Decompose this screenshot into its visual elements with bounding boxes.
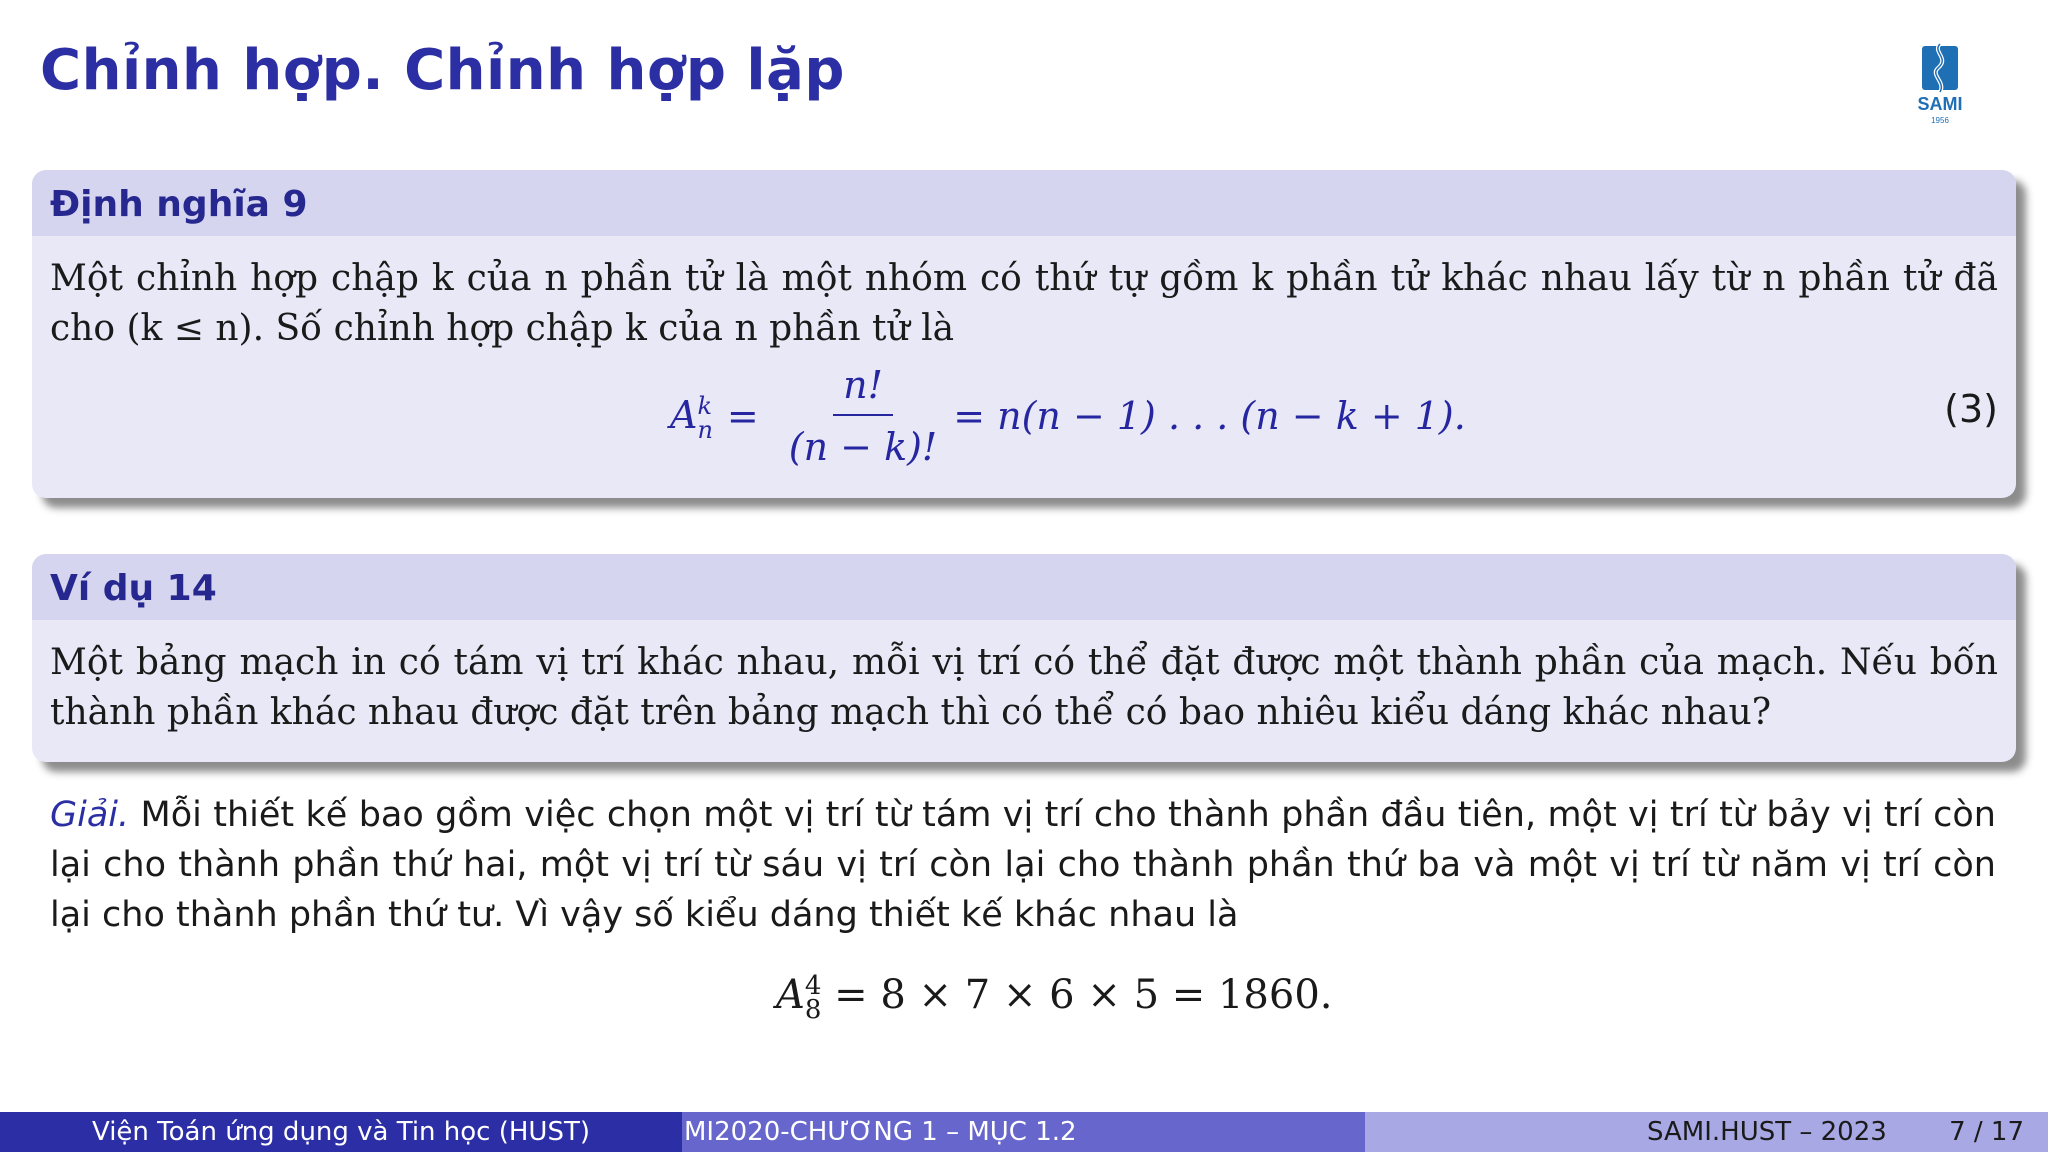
answer-rhs: = 8 × 7 × 6 × 5 = 1860. [834, 972, 1333, 1018]
definition-text: Một chỉnh hợp chập k của n phần tử là một nhóm có thứ tự gồm k phần tử khác nhau lấy từ n phần tử đã cho (k ≤ n). Số chỉnh hợp chập k của n phần tử là [50, 258, 1998, 349]
logo-emblem-icon [1910, 42, 1970, 94]
equation-number: (3) [1944, 387, 1998, 431]
logo-text: SAMI [1917, 94, 1963, 114]
solution-answer: A 4 8 = 8 × 7 × 6 × 5 = 1860. [776, 971, 1333, 1025]
footer-course: MI2020-CHƯƠNG 1 – MỤC 1.2 [682, 1112, 1365, 1152]
formula-denominator: (n − k)! [788, 425, 938, 469]
formula-numerator: n! [833, 360, 893, 416]
footer-org: SAMI.HUST – 2023 [1647, 1117, 1887, 1147]
definition-header: Định nghĩa 9 [32, 170, 2016, 236]
example-header: Ví dụ 14 [32, 554, 2016, 620]
formula-sub: n [697, 416, 713, 445]
example-text: Một bảng mạch in có tám vị trí khác nhau, mỗi vị trí có thể đặt được một thành phần của mạch. Nếu bốn thành phần khác nhau được đặt trên bảng mạch thì có thể có bao nhiêu kiểu dáng khác nhau? [50, 642, 1998, 733]
solution-text: Mỗi thiết kế bao gồm việc chọn một vị trí từ tám vị trí cho thành phần đầu tiên, một vị trí từ bảy vị trí còn lại cho thành phần thứ hai, một vị trí từ sáu vị trí còn lại cho thành phần thứ ba và một vị trí từ năm vị trí còn lại cho thành phần thứ tư. Vì vậy số kiểu dáng thiết kế khác nhau là [50, 795, 1996, 935]
footer-page: 7 / 17 [1949, 1117, 2024, 1147]
footer-right [1365, 1112, 2048, 1152]
definition-formula: A k n = $\frac{n!}{(n - k)!}$ = n(n − 1) . . . (n − k + 1). (3) [50, 354, 1998, 474]
footer-institute: Viện Toán ứng dụng và Tin học (HUST) [0, 1112, 682, 1152]
formula-sup: k [697, 392, 712, 421]
formula-lhs: A k n [670, 392, 713, 445]
solution-label: Giải. [50, 795, 130, 835]
definition-block [32, 170, 2016, 498]
solution-paragraph [50, 790, 1996, 940]
logo-year: 1956 [1931, 116, 1949, 125]
example-block [32, 554, 2016, 762]
footer-bar [0, 1112, 2048, 1152]
slide-title: Chỉnh hợp. Chỉnh hợp lặp [40, 38, 845, 103]
answer-sub: 8 [804, 995, 822, 1025]
formula-fraction [789, 360, 937, 472]
sami-logo [1910, 42, 1970, 128]
answer-sup: 4 [804, 971, 822, 1001]
formula-rhs: = n(n − 1) . . . (n − k + 1). [953, 394, 1466, 438]
